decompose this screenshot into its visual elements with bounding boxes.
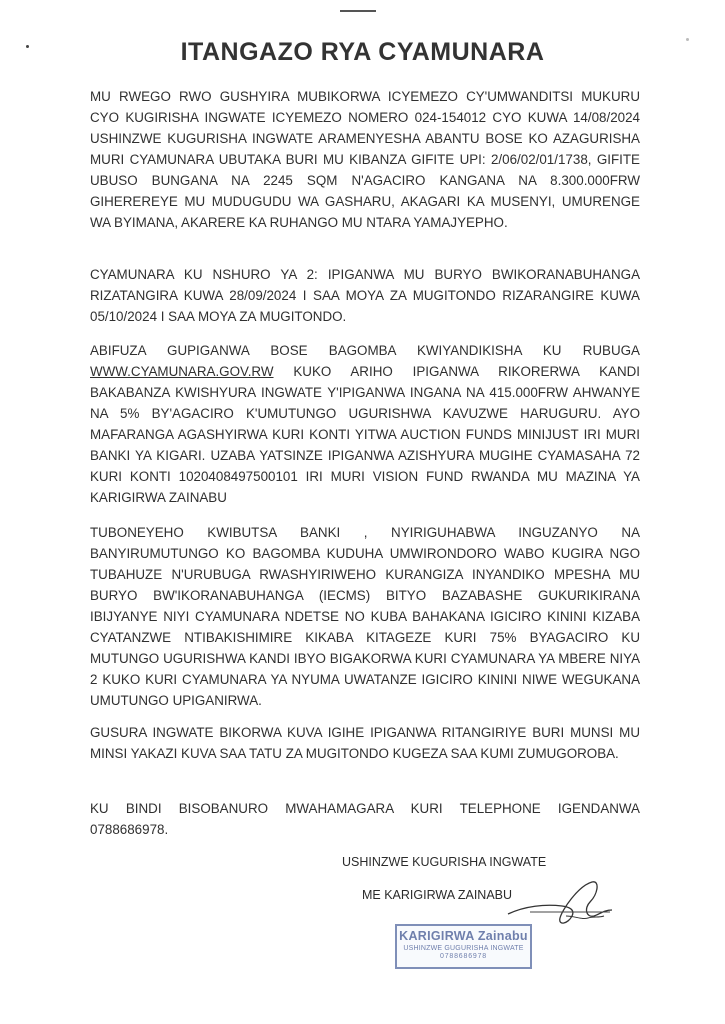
paragraph-auction-dates: CYAMUNARA KU NSHURO YA 2: IPIGANWA MU BURYO BWIKORANABUHANGA RIZATANGIRA KUWA 28/09/2024 I SAA MOYA ZA MUGITONDO RIZARANGIRE KUWA 05/10/2024 I SAA MOYA ZA MUGITONDO. <box>90 267 640 324</box>
scan-mark <box>340 10 376 12</box>
paragraph-contact: KU BINDI BISOBANURO MWAHAMAGARA KURI TELEPHONE IGENDANWA 0788686978. <box>90 801 640 837</box>
stamp-subtitle: USHINZWE GUGURISHA INGWATE <box>403 945 524 952</box>
stamp-name: KARIGIRWA Zainabu <box>399 929 528 943</box>
official-stamp <box>395 924 532 969</box>
paragraph-bank-notice: TUBONEYEHO KWIBUTSA BANKI , NYIRIGUHABWA INGUZANYO NA BANYIRUMUTUNGO KO BAGOMBA KUDUHA UMWIRONDORO WABO KUGIRA NGO TUBAHUZE N'URUBUGA RWASHYIRIWEHO KURANGIZA INYANDIKO MPESHA MU BURYO BW'IKORANABUHANGA (IECMS) BITYO BAZABASHE GUKURIKIRANA IBIJYANYE NIYI CYAMUNARA NDETSE NO KUBA BAHAKANA IGICIRO KININI KIZABA CYATANZWE NTIBAKISHIMIRE KIKABA KITAGEZE KURI 75% BYAGACIRO KU MUTUNGO UGURISHWA KANDI IBYO BIGAKORWA KURI CYAMUNARA YA MBERE NIYA 2 KUKO KURI CYAMUNARA YA NYUMA UWATANZE IGICIRO KININI NIWE WEGUKANA UMUTUNGO UPIGANIRWA. <box>90 525 640 708</box>
paragraph-registration-text-cont: KUKO ARIHO IPIGANWA RIKORERWA KANDI BAKABANZA KWISHYURA INGWATE Y'IPIGANWA INGANA NA 415.000FRW AHWANYE NA 5% BY'AGACIRO K'UMUTUNGO UGURISHWA KAVUZWE HARUGURU. AYO MAFARANGA AGASHYIRWA KURI KONTI YITWA AUCTION FUNDS MINIJUST IRI MURI BANKI YA KIGARI. UZABA YATSINZE IPIGANWA AZISHYURA MUGIHE CYAMASAHA 72 KURI KONTI 1020408497500101 IRI MURI VISION FUND RWANDA MU MAZINA YA KARIGIRWA ZAINABU <box>90 364 640 505</box>
paragraph-registration <box>90 340 640 508</box>
stamp-phone: 0788686978 <box>440 953 487 960</box>
signatory-name: ME KARIGIRWA ZAINABU <box>362 888 513 902</box>
paragraph-announcement: MU RWEGO RWO GUSHYIRA MUBIKORWA ICYEMEZO CY'UMWANDITSI MUKURU CYO KUGIRISHA INGWATE ICYEMEZO NOMERO 024-154012 CYO KUWA 14/08/2024 USHINZWE KUGURISHA INGWATE ARAMENYESHA ABANTU BOSE KO AZAGURISHA MURI CYAMUNARA UBUTAKA BURI MU KIBANZA GIFITE UPI: 2/06/02/01/1738, GIFITE UBUSO BUNGANA NA 2245 SQM N'AGACIRO KANGANA NA 8.300.000FRW GIHEREREYE MU MUDUGUDU WA GASHARU, AKAGARI KA MUSENYI, UMURENGE WA BYIMANA, AKARERE KA RUHANGO MU NTARA YAMAJYEPHO. <box>90 89 640 230</box>
page-title: ITANGAZO RYA CYAMUNARA <box>180 38 545 66</box>
paragraph-registration-text: ABIFUZA GUPIGANWA BOSE BAGOMBA KWIYANDIKISHA KU RUBUGA <box>90 343 640 358</box>
auction-website-link[interactable]: WWW.CYAMUNARA.GOV.RW <box>90 364 274 379</box>
paragraph-visit-hours: GUSURA INGWATE BIKORWA KUVA IGIHE IPIGANWA RITANGIRIYE BURI MUNSI MU MINSI YAKAZI KUVA SAA TATU ZA MUGITONDO KUGEZA SAA KUMI ZUMUGOROBA. <box>90 725 640 761</box>
signatory-role: USHINZWE KUGURISHA INGWATE <box>342 855 547 869</box>
